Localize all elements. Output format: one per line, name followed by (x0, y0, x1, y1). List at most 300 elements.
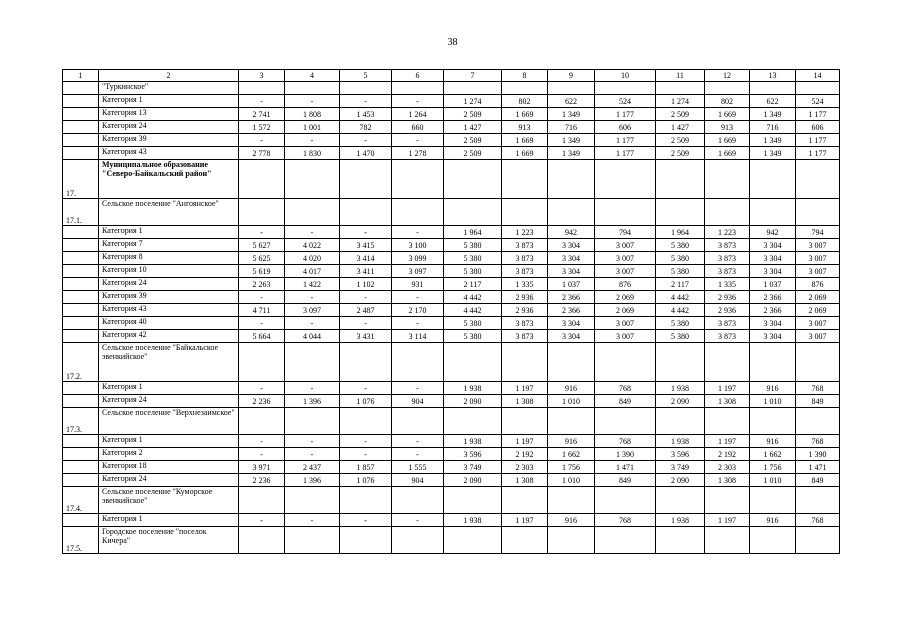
value-cell (705, 199, 750, 226)
value-cell: 1 335 (502, 278, 548, 291)
value-cell (705, 160, 750, 199)
page-number: 38 (447, 37, 458, 48)
value-cell: - (285, 435, 340, 448)
value-cell: 1 662 (548, 448, 595, 461)
value-cell (392, 160, 444, 199)
value-cell (239, 160, 285, 199)
value-cell (750, 527, 796, 554)
value-cell: 768 (595, 382, 656, 395)
value-cell: 1 223 (502, 226, 548, 239)
value-cell: - (340, 448, 392, 461)
value-cell (392, 199, 444, 226)
row-name-cell: Категория 1 (99, 514, 239, 527)
table-row (63, 317, 840, 330)
value-cell: 1 756 (548, 461, 595, 474)
value-cell: 3 304 (750, 330, 796, 343)
value-cell: 913 (502, 121, 548, 134)
value-cell: 2 366 (548, 304, 595, 317)
value-cell (502, 527, 548, 554)
value-cell (392, 408, 444, 435)
value-cell: 1 076 (340, 395, 392, 408)
row-name-cell: Муниципальное образование "Северо-Байкальский район" (99, 160, 239, 199)
value-cell (796, 408, 840, 435)
value-cell: 916 (548, 514, 595, 527)
table-row (63, 382, 840, 395)
table-row (63, 252, 840, 265)
row-name-cell: Категория 24 (99, 121, 239, 134)
value-cell: 1 223 (705, 226, 750, 239)
row-name-cell: Категория 13 (99, 108, 239, 121)
value-cell: 5 380 (444, 239, 502, 252)
row-number-cell (63, 82, 99, 95)
value-cell: 3 007 (796, 265, 840, 278)
value-cell: 1 938 (444, 435, 502, 448)
value-cell: - (285, 226, 340, 239)
table-row (63, 147, 840, 160)
value-cell (656, 199, 705, 226)
value-cell: 2 236 (239, 474, 285, 487)
value-cell: - (340, 317, 392, 330)
table-row (63, 487, 840, 514)
row-name-cell: Сельское поселение "Куморское эвенкийское" (99, 487, 239, 514)
value-cell (444, 527, 502, 554)
value-cell: 3 304 (548, 252, 595, 265)
value-cell (796, 160, 840, 199)
value-cell: - (392, 435, 444, 448)
value-cell: 3 749 (656, 461, 705, 474)
row-number-cell: 17.4. (63, 487, 99, 514)
value-cell: 2 487 (340, 304, 392, 317)
value-cell: 4 044 (285, 330, 340, 343)
value-cell (239, 199, 285, 226)
value-cell: 3 007 (595, 330, 656, 343)
value-cell (656, 487, 705, 514)
column-header: 6 (392, 70, 444, 82)
value-cell: - (392, 134, 444, 147)
value-cell: 3 873 (502, 330, 548, 343)
value-cell: 4 442 (444, 304, 502, 317)
value-cell: 1 349 (548, 108, 595, 121)
value-cell: 942 (750, 226, 796, 239)
row-number-cell (63, 382, 99, 395)
table-row (63, 121, 840, 134)
value-cell: 1 177 (595, 108, 656, 121)
value-cell: 2 509 (656, 134, 705, 147)
value-cell: 1 669 (705, 134, 750, 147)
table-body (63, 70, 840, 554)
value-cell: 2 366 (750, 304, 796, 317)
value-cell: 3 099 (392, 252, 444, 265)
value-cell: 1 830 (285, 147, 340, 160)
value-cell: 3 873 (705, 252, 750, 265)
value-cell (340, 160, 392, 199)
value-cell: 1 572 (239, 121, 285, 134)
value-cell: 3 873 (502, 265, 548, 278)
value-cell (705, 408, 750, 435)
row-number-cell (63, 291, 99, 304)
value-cell: 1 390 (595, 448, 656, 461)
value-cell: - (285, 291, 340, 304)
value-cell: 916 (548, 382, 595, 395)
value-cell: 1 470 (340, 147, 392, 160)
value-cell: 2 069 (595, 291, 656, 304)
value-cell (548, 527, 595, 554)
value-cell: 5 380 (656, 330, 705, 343)
value-cell: 3 873 (705, 317, 750, 330)
value-cell: 2 509 (444, 147, 502, 160)
row-name-cell: Категория 39 (99, 134, 239, 147)
value-cell: - (392, 226, 444, 239)
value-cell: 716 (750, 121, 796, 134)
value-cell: 4 020 (285, 252, 340, 265)
value-cell: 2 509 (656, 147, 705, 160)
value-cell: 2 437 (285, 461, 340, 474)
row-name-cell: Сельское поселение "Ангоянское" (99, 199, 239, 226)
column-header: 11 (656, 70, 705, 82)
value-cell: 2 936 (705, 291, 750, 304)
value-cell: 3 007 (796, 252, 840, 265)
value-cell: 3 411 (340, 265, 392, 278)
value-cell: - (392, 382, 444, 395)
value-cell: 5 627 (239, 239, 285, 252)
value-cell: 1 278 (392, 147, 444, 160)
value-cell: 3 007 (796, 239, 840, 252)
value-cell: 5 625 (239, 252, 285, 265)
value-cell: 5 380 (656, 265, 705, 278)
value-cell (340, 408, 392, 435)
table-row (63, 514, 840, 527)
value-cell: 2 192 (705, 448, 750, 461)
value-cell: 606 (595, 121, 656, 134)
value-cell (502, 82, 548, 95)
value-cell: 1 669 (705, 108, 750, 121)
row-name-cell: Категория 2 (99, 448, 239, 461)
value-cell: 3 007 (796, 330, 840, 343)
value-cell: 1 335 (705, 278, 750, 291)
value-cell: - (340, 134, 392, 147)
value-cell: 1 037 (750, 278, 796, 291)
value-cell: - (285, 95, 340, 108)
table-row (63, 95, 840, 108)
value-cell: 1 308 (705, 474, 750, 487)
value-cell: - (285, 448, 340, 461)
row-name-cell: Категория 42 (99, 330, 239, 343)
table-row (63, 474, 840, 487)
value-cell: 5 380 (444, 330, 502, 343)
value-cell (595, 82, 656, 95)
row-number-cell (63, 278, 99, 291)
value-cell: 2 069 (796, 291, 840, 304)
value-cell: 716 (548, 121, 595, 134)
value-cell (239, 487, 285, 514)
value-cell (340, 82, 392, 95)
value-cell: 913 (705, 121, 750, 134)
value-cell: 1 349 (750, 108, 796, 121)
value-cell (796, 343, 840, 382)
value-cell (750, 82, 796, 95)
table-row (63, 527, 840, 554)
column-header: 5 (340, 70, 392, 82)
value-cell: 876 (595, 278, 656, 291)
row-number-cell (63, 448, 99, 461)
table-row (63, 108, 840, 121)
value-cell: 4 711 (239, 304, 285, 317)
value-cell: 942 (548, 226, 595, 239)
value-cell: 1 396 (285, 395, 340, 408)
value-cell: 3 304 (548, 317, 595, 330)
value-cell: - (285, 134, 340, 147)
row-number-cell (63, 252, 99, 265)
value-cell: - (340, 382, 392, 395)
value-cell (750, 199, 796, 226)
row-name-cell: Категория 39 (99, 291, 239, 304)
value-cell: 2 509 (444, 108, 502, 121)
value-cell: 849 (595, 395, 656, 408)
value-cell: 3 007 (595, 265, 656, 278)
value-cell: 3 007 (796, 317, 840, 330)
value-cell: 1 177 (595, 134, 656, 147)
value-cell (285, 487, 340, 514)
column-header: 10 (595, 70, 656, 82)
value-cell: 1 938 (444, 382, 502, 395)
column-header: 12 (705, 70, 750, 82)
value-cell (340, 527, 392, 554)
value-cell: 782 (340, 121, 392, 134)
value-cell: 3 749 (444, 461, 502, 474)
value-cell: - (340, 435, 392, 448)
value-cell: 606 (796, 121, 840, 134)
value-cell (595, 487, 656, 514)
row-name-cell: Категория 1 (99, 95, 239, 108)
value-cell: 2 117 (444, 278, 502, 291)
value-cell: 1 427 (444, 121, 502, 134)
value-cell: 1 964 (656, 226, 705, 239)
value-cell: 3 007 (595, 239, 656, 252)
value-cell: 5 380 (656, 239, 705, 252)
value-cell: 2 936 (502, 291, 548, 304)
row-name-cell: Категория 43 (99, 147, 239, 160)
column-header: 2 (99, 70, 239, 82)
row-name-cell: Сельское поселение "Верхнезаимское" (99, 408, 239, 435)
column-header: 14 (796, 70, 840, 82)
row-number-cell (63, 304, 99, 317)
value-cell (796, 527, 840, 554)
row-number-cell: 17. (63, 160, 99, 199)
value-cell (502, 160, 548, 199)
table-row (63, 330, 840, 343)
value-cell: - (392, 291, 444, 304)
value-cell: - (340, 226, 392, 239)
value-cell: - (392, 514, 444, 527)
value-cell: 3 097 (392, 265, 444, 278)
value-cell (595, 527, 656, 554)
value-cell (285, 527, 340, 554)
value-cell: 1 001 (285, 121, 340, 134)
value-cell: 849 (595, 474, 656, 487)
value-cell: 1 037 (548, 278, 595, 291)
value-cell (750, 487, 796, 514)
value-cell: 1 197 (705, 435, 750, 448)
value-cell: 622 (750, 95, 796, 108)
value-cell (502, 487, 548, 514)
value-cell: 1 177 (595, 147, 656, 160)
value-cell: 1 177 (796, 134, 840, 147)
value-cell (239, 527, 285, 554)
value-cell: 5 380 (444, 317, 502, 330)
value-cell: 1 471 (796, 461, 840, 474)
value-cell: 1 669 (705, 147, 750, 160)
value-cell: 916 (750, 514, 796, 527)
row-name-cell: Категория 7 (99, 239, 239, 252)
value-cell: 5 380 (444, 265, 502, 278)
value-cell (796, 199, 840, 226)
row-number-cell: 17.1. (63, 199, 99, 226)
value-cell (656, 160, 705, 199)
value-cell (444, 82, 502, 95)
value-cell: 1 197 (502, 514, 548, 527)
value-cell: 1 938 (656, 382, 705, 395)
value-cell (750, 408, 796, 435)
value-cell: 2 090 (444, 395, 502, 408)
value-cell: 802 (705, 95, 750, 108)
value-cell: 3 873 (502, 239, 548, 252)
value-cell: 768 (796, 382, 840, 395)
column-header: 3 (239, 70, 285, 82)
value-cell: - (285, 514, 340, 527)
row-number-cell (63, 239, 99, 252)
value-cell (548, 82, 595, 95)
value-cell: 4 022 (285, 239, 340, 252)
value-cell: - (239, 95, 285, 108)
value-cell: 2 303 (705, 461, 750, 474)
value-cell (548, 408, 595, 435)
row-name-cell: Сельское поселение "Байкальское эвенкийское" (99, 343, 239, 382)
table-row (63, 265, 840, 278)
value-cell (595, 343, 656, 382)
value-cell: 1 453 (340, 108, 392, 121)
row-name-cell: Категория 18 (99, 461, 239, 474)
value-cell (502, 343, 548, 382)
value-cell: 1 076 (340, 474, 392, 487)
value-cell: 5 664 (239, 330, 285, 343)
value-cell (444, 199, 502, 226)
value-cell: 1 422 (285, 278, 340, 291)
value-cell: 1 308 (502, 395, 548, 408)
value-cell: 2 366 (548, 291, 595, 304)
value-cell: 1 555 (392, 461, 444, 474)
value-cell (340, 343, 392, 382)
value-cell: 1 349 (750, 134, 796, 147)
value-cell: 916 (750, 435, 796, 448)
value-cell: 3 304 (548, 239, 595, 252)
value-cell (444, 408, 502, 435)
value-cell: 916 (548, 435, 595, 448)
table-row (63, 343, 840, 382)
value-cell: 660 (392, 121, 444, 134)
value-cell: 3 431 (340, 330, 392, 343)
row-number-cell: 17.2. (63, 343, 99, 382)
value-cell: 1 010 (548, 395, 595, 408)
value-cell: - (340, 291, 392, 304)
value-cell: 1 010 (548, 474, 595, 487)
row-number-cell (63, 95, 99, 108)
table-row (63, 226, 840, 239)
value-cell (595, 408, 656, 435)
row-number-cell: 17.3. (63, 408, 99, 435)
value-cell: 524 (796, 95, 840, 108)
value-cell: 1 964 (444, 226, 502, 239)
value-cell: - (239, 514, 285, 527)
table-row (63, 461, 840, 474)
value-cell (796, 82, 840, 95)
value-cell (548, 160, 595, 199)
value-cell: 3 415 (340, 239, 392, 252)
value-cell: 768 (595, 435, 656, 448)
table-row (63, 435, 840, 448)
row-number-cell (63, 330, 99, 343)
value-cell: 904 (392, 474, 444, 487)
value-cell: 3 097 (285, 304, 340, 317)
value-cell (444, 343, 502, 382)
value-cell (285, 160, 340, 199)
value-cell: 4 442 (656, 304, 705, 317)
table-row (63, 291, 840, 304)
row-name-cell: Категория 43 (99, 304, 239, 317)
value-cell (285, 82, 340, 95)
value-cell: 1 308 (502, 474, 548, 487)
row-number-cell: 17.5. (63, 527, 99, 554)
value-cell: 3 304 (750, 317, 796, 330)
row-number-cell (63, 474, 99, 487)
value-cell: 931 (392, 278, 444, 291)
value-cell: - (285, 317, 340, 330)
table-row (63, 278, 840, 291)
value-cell: 794 (796, 226, 840, 239)
value-cell: 794 (595, 226, 656, 239)
value-cell: 3 007 (595, 317, 656, 330)
value-cell: 3 873 (705, 330, 750, 343)
value-cell: 5 380 (656, 317, 705, 330)
value-cell: 876 (796, 278, 840, 291)
value-cell: 1 102 (340, 278, 392, 291)
value-cell: 4 442 (656, 291, 705, 304)
value-cell: 2 509 (444, 134, 502, 147)
value-cell (502, 408, 548, 435)
value-cell (285, 343, 340, 382)
table-row (63, 239, 840, 252)
value-cell: 1 010 (750, 395, 796, 408)
value-cell (502, 199, 548, 226)
value-cell: 1 938 (444, 514, 502, 527)
row-name-cell: Категория 24 (99, 395, 239, 408)
value-cell: 2 069 (595, 304, 656, 317)
row-name-cell: Категория 24 (99, 278, 239, 291)
table-row (63, 395, 840, 408)
value-cell: 1 471 (595, 461, 656, 474)
value-cell (548, 343, 595, 382)
value-cell: 2 192 (502, 448, 548, 461)
table-row (63, 160, 840, 199)
value-cell: 1 938 (656, 435, 705, 448)
column-header: 13 (750, 70, 796, 82)
value-cell: 1 808 (285, 108, 340, 121)
value-cell: 3 114 (392, 330, 444, 343)
value-cell: 916 (750, 382, 796, 395)
row-name-cell: Категория 1 (99, 226, 239, 239)
row-name-cell: Городское поселение "поселок Кичера" (99, 527, 239, 554)
row-number-cell (63, 395, 99, 408)
value-cell: 524 (595, 95, 656, 108)
